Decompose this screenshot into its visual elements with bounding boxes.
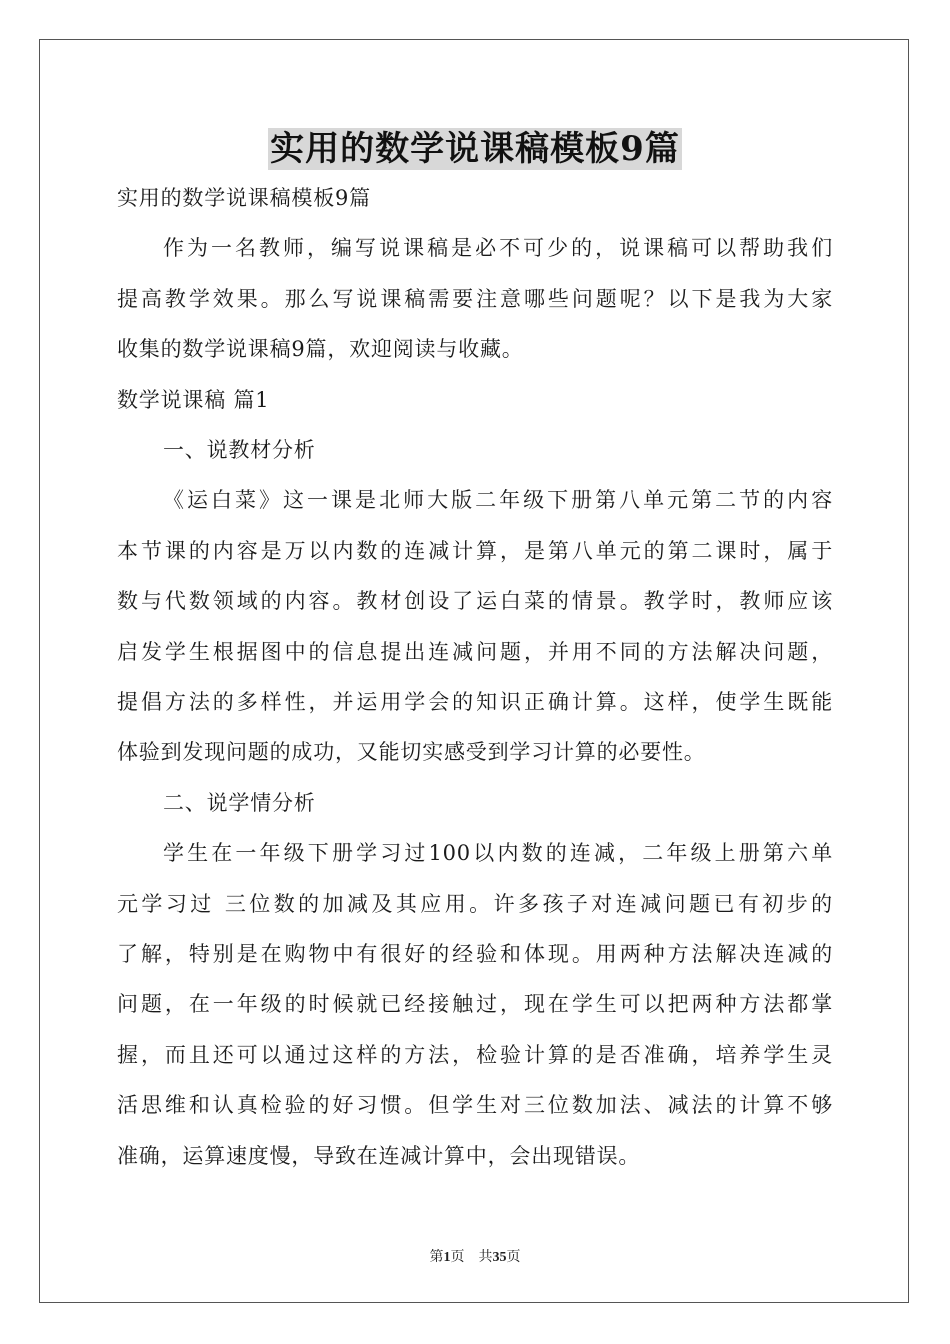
title-container <box>0 128 950 170</box>
text-line: 二、说学情分析 <box>163 791 316 815</box>
text-line: 问题，在一年级的时候就已经接触过，现在学生可以把两种方法都掌 <box>117 992 833 1016</box>
text-line: 活思维和认真检验的好习惯。但学生对三位数加法、减法的计算不够 <box>117 1093 833 1117</box>
text-line: 了解，特别是在购物中有很好的经验和体现。用两种方法解决连减的 <box>117 942 833 966</box>
page-number: 1 <box>443 1250 451 1265</box>
text-line: 《运白菜》这一课是北师大版二年级下册第八单元第二节的内容 <box>163 488 833 512</box>
total-pages: 35 <box>492 1250 507 1265</box>
text-line: 握，而且还可以通过这样的方法，检验计算的是否准确，培养学生灵 <box>117 1043 833 1067</box>
text-line: 数学说课稿 篇1 <box>117 388 270 412</box>
text-line: 数与代数领域的内容。教材创设了运白菜的情景。教学时，教师应该 <box>117 589 833 613</box>
text-line: 本节课的内容是万以内数的连减计算，是第八单元的第二课时，属于 <box>117 539 833 563</box>
document-title: 实用的数学说课稿模板9篇 <box>270 129 680 169</box>
text-line: 体验到发现问题的成功，又能切实感受到学习计算的必要性。 <box>117 740 706 764</box>
text-line: 作为一名教师，编写说课稿是必不可少的，说课稿可以帮助我们 <box>163 236 833 260</box>
total-prefix: 共 <box>478 1250 493 1265</box>
text-line: 学生在一年级下册学习过100以内数的连减，二年级上册第六单 <box>163 841 833 865</box>
text-line: 实用的数学说课稿模板9篇 <box>117 186 371 210</box>
text-line: 启发学生根据图中的信息提出连减问题，并用不同的方法解决问题， <box>117 640 833 664</box>
text-line: 元学习过 三位数的加减及其应用。许多孩子对连减问题已有初步的 <box>117 892 833 916</box>
text-line: 一、说教材分析 <box>163 438 316 462</box>
total-suffix: 页 <box>506 1250 521 1265</box>
text-line: 收集的数学说课稿9篇，欢迎阅读与收藏。 <box>117 337 524 361</box>
page-suffix: 页 <box>450 1250 465 1265</box>
text-line: 准确，运算速度慢，导致在连减计算中，会出现错误。 <box>117 1144 641 1168</box>
page-footer <box>0 1246 950 1266</box>
text-line: 提倡方法的多样性，并运用学会的知识正确计算。这样，使学生既能 <box>117 690 833 714</box>
page-prefix: 第 <box>429 1250 444 1265</box>
text-line: 提高教学效果。那么写说课稿需要注意哪些问题呢？以下是我为大家 <box>117 287 833 311</box>
